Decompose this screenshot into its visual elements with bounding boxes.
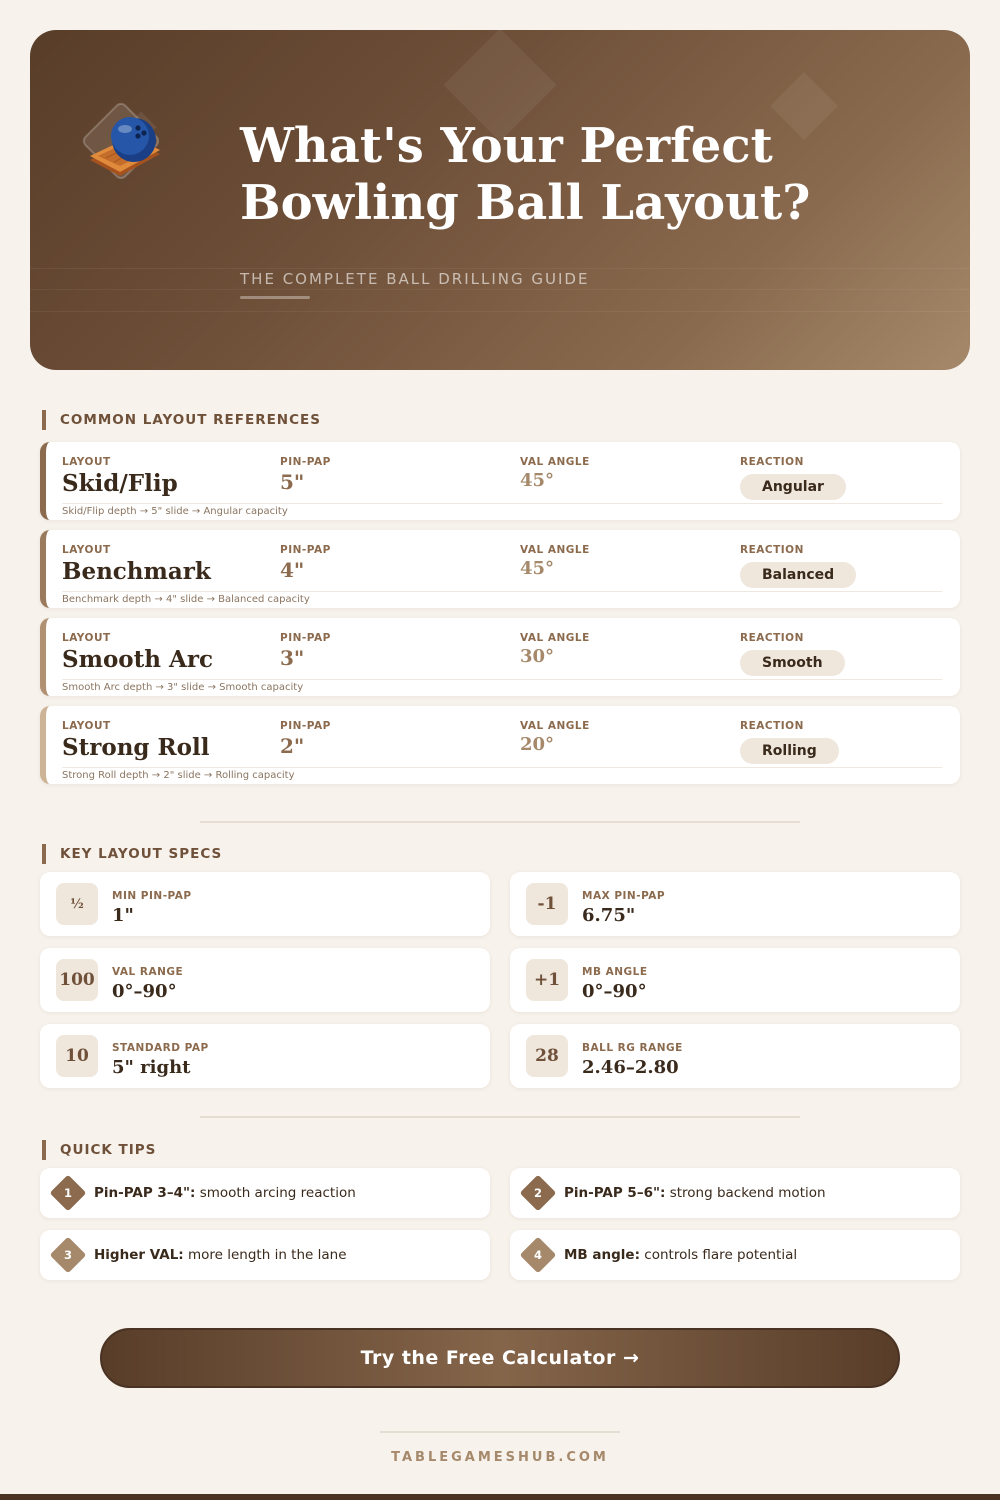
layout-name: Skid/Flip	[62, 470, 178, 497]
reaction-badge: Rolling	[740, 738, 839, 764]
spec-value: 0°–90°	[582, 981, 647, 1002]
tip-description: more length in the lane	[183, 1247, 347, 1263]
layout-name-cell	[62, 720, 209, 761]
spec-badge: +1	[526, 959, 568, 1001]
layout-label: LAYOUT	[62, 456, 111, 468]
tip-keyword: Higher VAL:	[94, 1247, 184, 1263]
layout-row	[40, 618, 960, 696]
reaction-cell	[740, 632, 845, 676]
tip-keyword: Pin-PAP 3–4":	[94, 1185, 196, 1201]
layout-name-cell	[62, 456, 178, 497]
spec-label: MIN PIN-PAP	[112, 890, 192, 902]
section-title-tips: QUICK TIPS	[42, 1140, 156, 1160]
spec-value: 0°–90°	[112, 981, 177, 1002]
layout-note: Strong Roll depth → 2" slide → Rolling capacity	[62, 770, 295, 781]
reaction-label: REACTION	[740, 632, 804, 644]
val-angle-cell	[520, 544, 590, 579]
pinpap-value: 5"	[280, 470, 305, 494]
layout-note: Benchmark depth → 4" slide → Balanced capacity	[62, 594, 310, 605]
tip-number: 2	[533, 1186, 542, 1200]
tip-text	[94, 1185, 356, 1201]
layout-name: Smooth Arc	[62, 646, 213, 673]
divider	[200, 1116, 800, 1118]
tip-text	[564, 1185, 826, 1201]
val-angle-value: 45°	[520, 558, 555, 579]
footer-divider	[380, 1431, 620, 1433]
tip-text	[564, 1247, 797, 1263]
tip-description: smooth arcing reaction	[195, 1185, 356, 1201]
spec-label: VAL RANGE	[112, 966, 184, 978]
spec-label: BALL RG RANGE	[582, 1042, 683, 1054]
layout-row	[40, 706, 960, 784]
val-angle-value: 20°	[520, 734, 555, 755]
spec-badge: 10	[56, 1035, 98, 1077]
bowling-ball-on-board-icon	[68, 88, 174, 194]
tip-number: 4	[533, 1248, 542, 1262]
spec-value: 6.75"	[582, 905, 636, 926]
reaction-cell	[740, 456, 846, 500]
tip-description: controls flare potential	[640, 1247, 798, 1263]
layout-name: Benchmark	[62, 558, 211, 585]
section-title-layouts: COMMON LAYOUT REFERENCES	[42, 410, 321, 430]
spec-value: 1"	[112, 905, 134, 926]
layout-name: Strong Roll	[62, 734, 210, 761]
layout-row	[40, 530, 960, 608]
val-angle-value: 30°	[520, 646, 555, 667]
reaction-label: REACTION	[740, 456, 804, 468]
layout-name-cell	[62, 544, 211, 585]
reaction-badge: Balanced	[740, 562, 856, 588]
tip-text	[94, 1247, 347, 1263]
subtitle-underline	[240, 296, 310, 299]
reaction-badge: Angular	[740, 474, 846, 500]
spec-label: MAX PIN-PAP	[582, 890, 666, 902]
spec-badge: 100	[56, 959, 98, 1001]
layout-label: LAYOUT	[62, 544, 111, 556]
tip-keyword: MB angle:	[564, 1247, 640, 1263]
free-calculator-button[interactable]: Try the Free Calculator →	[100, 1328, 900, 1388]
spec-badge: 28	[526, 1035, 568, 1077]
divider	[200, 821, 800, 823]
tip-number-badge	[520, 1175, 557, 1212]
pinpap-cell	[280, 544, 331, 582]
spec-value: 2.46–2.80	[582, 1057, 679, 1078]
tip-number-badge	[50, 1175, 87, 1212]
val-angle-label: VAL ANGLE	[520, 544, 590, 556]
row-divider	[62, 591, 942, 592]
section-title-specs: KEY LAYOUT SPECS	[42, 844, 222, 864]
tip-number: 3	[63, 1248, 72, 1262]
pinpap-label: PIN-PAP	[280, 544, 331, 556]
reaction-label: REACTION	[740, 544, 804, 556]
spec-card	[40, 1024, 490, 1088]
tip-number-badge	[50, 1237, 87, 1274]
spec-card	[510, 1024, 960, 1088]
layout-label: LAYOUT	[62, 632, 111, 644]
pinpap-label: PIN-PAP	[280, 632, 331, 644]
pinpap-cell	[280, 456, 331, 494]
reaction-label: REACTION	[740, 720, 804, 732]
tip-number: 1	[63, 1186, 72, 1200]
val-angle-label: VAL ANGLE	[520, 632, 590, 644]
spec-badge: ½	[56, 883, 98, 925]
page-title	[240, 118, 940, 232]
title-line-2: Bowling Ball Layout?	[240, 175, 811, 231]
tip-card	[40, 1230, 490, 1280]
spec-card	[510, 872, 960, 936]
layout-row	[40, 442, 960, 520]
tip-card	[40, 1168, 490, 1218]
tip-card	[510, 1168, 960, 1218]
bottom-bar	[0, 1494, 1000, 1500]
val-angle-cell	[520, 720, 590, 755]
reaction-cell	[740, 544, 856, 588]
hero-banner	[30, 30, 970, 370]
spec-value: 5" right	[112, 1057, 191, 1078]
row-divider	[62, 679, 942, 680]
val-angle-cell	[520, 456, 590, 491]
reaction-cell	[740, 720, 839, 764]
page-subtitle: THE COMPLETE BALL DRILLING GUIDE	[240, 270, 590, 288]
spec-card	[40, 948, 490, 1012]
val-angle-cell	[520, 632, 590, 667]
spec-card	[510, 948, 960, 1012]
reaction-badge: Smooth	[740, 650, 845, 676]
title-line-1: What's Your Perfect	[240, 118, 773, 174]
spec-badge: -1	[526, 883, 568, 925]
pinpap-cell	[280, 632, 331, 670]
spec-label: MB ANGLE	[582, 966, 648, 978]
tip-description: strong backend motion	[665, 1185, 826, 1201]
pinpap-value: 2"	[280, 734, 305, 758]
layout-name-cell	[62, 632, 213, 673]
layout-label: LAYOUT	[62, 720, 111, 732]
val-angle-label: VAL ANGLE	[520, 456, 590, 468]
pinpap-value: 4"	[280, 558, 305, 582]
tip-card	[510, 1230, 960, 1280]
tip-number-badge	[520, 1237, 557, 1274]
row-divider	[62, 503, 942, 504]
tip-keyword: Pin-PAP 5–6":	[564, 1185, 666, 1201]
val-angle-label: VAL ANGLE	[520, 720, 590, 732]
pinpap-cell	[280, 720, 331, 758]
row-divider	[62, 767, 942, 768]
footer-site-name[interactable]: TABLEGAMESHUB.COM	[391, 1450, 609, 1465]
val-angle-value: 45°	[520, 470, 555, 491]
layout-note: Skid/Flip depth → 5" slide → Angular capacity	[62, 506, 288, 517]
spec-card	[40, 872, 490, 936]
pinpap-label: PIN-PAP	[280, 456, 331, 468]
pinpap-value: 3"	[280, 646, 305, 670]
pinpap-label: PIN-PAP	[280, 720, 331, 732]
layout-note: Smooth Arc depth → 3" slide → Smooth capacity	[62, 682, 304, 693]
spec-label: STANDARD PAP	[112, 1042, 209, 1054]
